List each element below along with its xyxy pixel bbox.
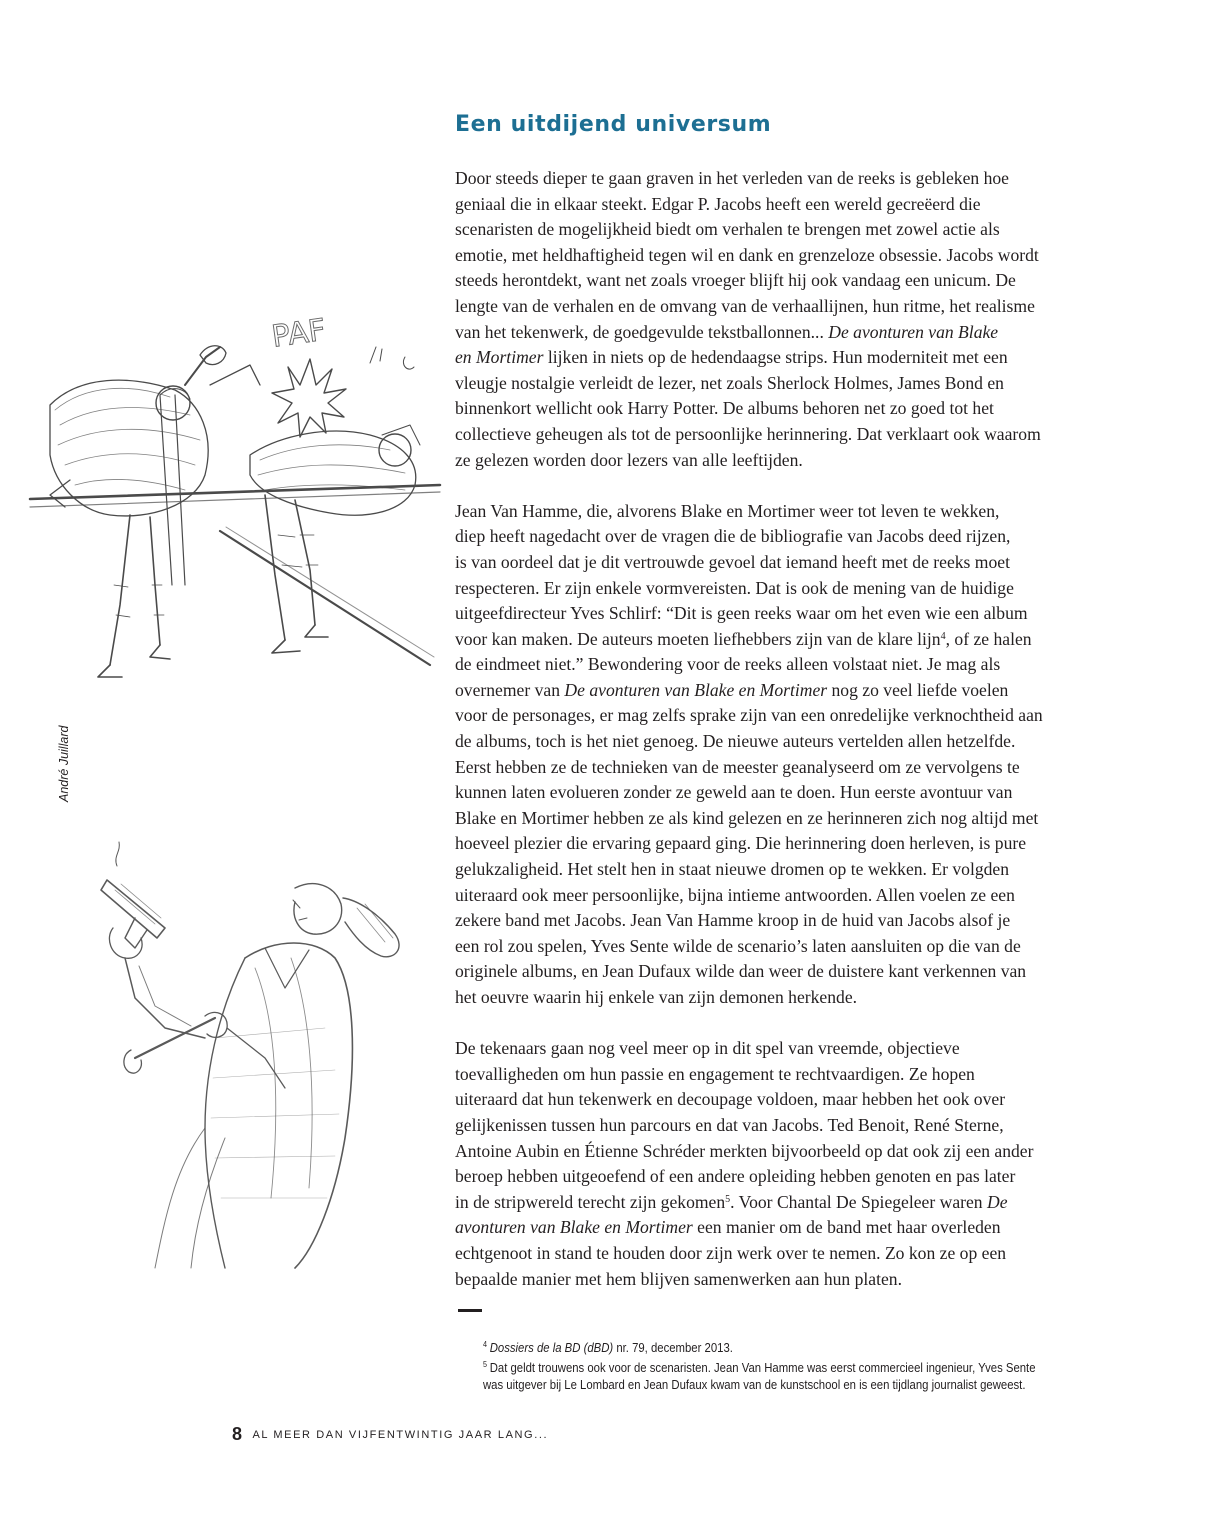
footnote-ref: 4	[483, 1340, 488, 1349]
text-line	[455, 780, 1115, 806]
text-line	[455, 627, 1115, 653]
text-segment: uiteraard dat hun tekenwerk en decoupage voldoen, maar hebben het ook over	[455, 1089, 1006, 1110]
paragraph	[455, 166, 1115, 473]
text-line	[455, 243, 1115, 269]
text-line	[455, 1164, 1115, 1190]
body-text	[455, 166, 1115, 1292]
text-segment: toevalligheden om hun passie en engagement te rechtvaardigen. Ze hopen	[455, 1063, 975, 1084]
text-segment: vleugje nostalgie verleidt de lezer, net zoals Sherlock Holmes, James Bond en	[455, 372, 1004, 393]
text-segment: bepaalde manier met hem blijven samenwerken aan hun platen.	[455, 1268, 902, 1289]
text-segment: scenaristen de mogelijkheid biedt om verhalen te brengen met zowel actie als	[455, 219, 1000, 240]
text-segment: van het tekenwerk, de goedgevulde tekstballonnen...	[455, 321, 829, 342]
text-line	[483, 1340, 1059, 1358]
text-line	[455, 345, 1115, 371]
text-line	[455, 1241, 1115, 1267]
text-line	[455, 908, 1115, 934]
sketch-gunman-illustration	[95, 838, 445, 1278]
illustration-credit: André Juillard	[57, 725, 71, 802]
text-line	[455, 652, 1115, 678]
text-line	[455, 806, 1115, 832]
text-line	[455, 192, 1115, 218]
text-segment: Antoine Aubin en Étienne Schréder merkten bijvoorbeeld op dat ook zij een ander	[455, 1140, 1034, 1161]
text-segment: uiteraard ook meer persoonlijke, bijna intieme antwoorden. Allen voelen ze een	[455, 884, 1015, 905]
text-line	[455, 857, 1115, 883]
text-line	[455, 703, 1115, 729]
text-segment: binnenkort wellicht ook Harry Potter. De albums behoren net zo goed tot het	[455, 398, 994, 419]
text-segment: originele albums, en Jean Dufaux wilde dan weer de duistere kant verkennen van	[455, 961, 1027, 982]
text-segment: nog zo veel liefde voelen	[827, 679, 1009, 700]
text-segment: het oeuvre waarin hij enkele van zijn demonen herkende.	[455, 987, 858, 1007]
paragraph	[455, 1036, 1115, 1292]
text-segment: echtgenoot in stand te houden door zijn werk over te nemen. Zo kon ze op een	[455, 1242, 1007, 1263]
text-line	[455, 320, 1115, 346]
text-segment: ze gelezen worden door lezers van alle leeftijden.	[455, 449, 803, 470]
text-segment: gelukzaligheid. Het stelt hen in staat nieuwe dromen op te wekken. Er volgden	[455, 859, 1010, 880]
text-line	[455, 985, 1115, 1011]
text-line	[455, 1113, 1115, 1139]
page-number: 8	[232, 1424, 243, 1444]
text-line	[455, 294, 1115, 320]
text-line	[455, 1087, 1115, 1113]
section-heading: Een uitdijend universum	[455, 112, 772, 137]
text-line	[455, 448, 1115, 474]
text-line	[455, 959, 1115, 985]
text-line	[455, 396, 1115, 422]
text-line	[455, 831, 1115, 857]
text-segment: lengte van de verhalen en de omvang van de verhaallijnen, hun ritme, het realisme	[455, 295, 1035, 316]
text-line	[455, 883, 1115, 909]
text-segment: hoeveel plezier die ervaring gepaard ging. Die herinnering doen herleven, is pure	[455, 833, 1027, 854]
text-segment: in de stripwereld terecht zijn gekomen	[455, 1191, 726, 1212]
italic-title: De avonturen van Blake	[828, 321, 999, 342]
italic-title: avonturen van Blake en Mortimer	[455, 1217, 693, 1238]
text-segment: voor de personages, er mag zelfs sprake zijn van een onredelijke verknochtheid aan	[455, 705, 1043, 726]
italic-title: en Mortimer	[455, 347, 544, 368]
text-line	[483, 1377, 1059, 1395]
italic-title: Dossiers de la BD (dBD)	[489, 1341, 614, 1355]
text-segment: uitgeefdirecteur Yves Schlirf: “Dit is geen reeks waar om het even wie een album	[455, 603, 1028, 624]
text-line	[455, 1190, 1115, 1216]
footnote	[483, 1340, 1059, 1358]
text-segment: lijken in niets op de hedendaagse strips. Hun moderniteit met een	[543, 347, 1008, 368]
italic-title: De	[987, 1191, 1008, 1212]
text-segment: diep heeft nagedacht over de vragen die de bibliografie van Jacobs deed rijzen,	[455, 526, 1011, 547]
text-segment: zekere band met Jacobs. Jean Van Hamme kroop in de huid van Jacobs alsof je	[455, 910, 1011, 931]
text-segment: geniaal die in elkaar steekt. Edgar P. Jacobs heeft een wereld gecreëerd die	[455, 193, 981, 214]
text-segment: emotie, met heldhaftigheid tegen wil en dank en grenzeloze obsessie. Jacobs wordt	[455, 244, 1039, 265]
text-line	[455, 371, 1115, 397]
text-segment: Door steeds dieper te gaan graven in het verleden van de reeks is gebleken hoe	[455, 168, 1009, 188]
footnote-ref: 5	[725, 1193, 731, 1205]
text-segment: overnemer van	[455, 679, 565, 700]
text-segment: , of ze halen	[945, 628, 1032, 649]
text-segment: een manier om de band met haar overleden	[692, 1217, 1001, 1238]
text-line	[455, 576, 1115, 602]
italic-title: De avonturen van Blake en Mortimer	[564, 679, 828, 700]
sketch-sound-effect: PAF	[269, 312, 328, 355]
text-line	[455, 499, 1115, 525]
text-segment: collectieve geheugen als tot de persoonlijke herinnering. Dat verklaart ook waarom	[455, 423, 1041, 444]
page-footer	[232, 1424, 548, 1445]
text-line	[455, 934, 1115, 960]
footnote	[483, 1360, 1059, 1395]
text-line	[455, 217, 1115, 243]
text-line	[455, 524, 1115, 550]
text-segment: is van oordeel dat je dit vertrouwde gevoel dat iemand heeft met de reeks moet	[455, 551, 1010, 572]
text-segment: Eerst hebben ze de technieken van de meester geanalyseerd om ze vervolgens te	[455, 756, 1020, 777]
footnote-ref: 4	[940, 630, 946, 642]
text-line	[455, 729, 1115, 755]
text-line	[483, 1360, 1059, 1378]
text-line	[455, 678, 1115, 704]
text-line	[455, 755, 1115, 781]
footnotes	[483, 1340, 1059, 1397]
text-line	[455, 550, 1115, 576]
text-segment: gelijkenissen tussen hun parcours en dat van Jacobs. Ted Benoit, René Sterne,	[455, 1114, 1004, 1135]
text-line	[455, 268, 1115, 294]
text-segment: de albums, toch is het niet genoeg. De nieuwe auteurs vertelden allen hetzelfde.	[455, 731, 1016, 752]
text-line	[455, 1267, 1115, 1293]
sketch-fight-illustration	[10, 285, 450, 695]
text-line	[455, 601, 1115, 627]
text-line	[455, 1215, 1115, 1241]
text-line	[455, 422, 1115, 448]
text-segment: Dat geldt trouwens ook voor de scenaristen. Jean Van Hamme was eerst commercieel ingenieur, Yves Sente	[489, 1360, 1036, 1375]
text-segment: . Voor Chantal De Spiegeleer waren	[730, 1191, 987, 1212]
text-line	[455, 166, 1115, 192]
text-line	[455, 1139, 1115, 1165]
text-line	[455, 1062, 1115, 1088]
paragraph	[455, 499, 1115, 1011]
text-segment: een rol zou spelen, Yves Sente wilde de scenario’s laten aansluiten op die van de	[455, 935, 1021, 956]
text-segment: was uitgever bij Le Lombard en Jean Dufaux kwam van de kunstschool en is een tijdlang journalist geweest.	[483, 1378, 1026, 1392]
text-segment: de eindmeet niet.” Bewondering voor de reeks alleen volstaat niet. Je mag als	[455, 654, 1001, 675]
running-title: AL MEER DAN VIJFENTWINTIG JAAR LANG...	[252, 1428, 549, 1441]
text-segment: Jean Van Hamme, die, alvorens Blake en Mortimer weer tot leven te wekken,	[455, 500, 1000, 521]
text-segment: respecteren. Er zijn enkele vormvereisten. Dat is ook de mening van de huidige	[455, 577, 1014, 598]
text-segment: kunnen laten evolueren zonder ze geweld aan te doen. Hun eerste avontuur van	[455, 782, 1013, 803]
text-line	[455, 1036, 1115, 1062]
text-segment: Blake en Mortimer hebben ze als kind gelezen en ze herinneren zich nog altijd met	[455, 807, 1039, 828]
text-segment: nr. 79, december 2013.	[613, 1341, 733, 1355]
text-segment: voor kan maken. De auteurs moeten liefhebbers zijn van de klare lijn	[455, 628, 941, 649]
text-segment: beroep hebben uitgeoefend of een andere opleiding hebben genoten en pas later	[455, 1166, 1016, 1187]
notes-separator	[458, 1309, 482, 1312]
text-segment: De tekenaars gaan nog veel meer op in dit spel van vreemde, objectieve	[455, 1038, 960, 1059]
footnote-ref: 5	[483, 1359, 488, 1369]
text-segment: steeds herontdekt, want net zoals vroeger blijft hij ook vandaag een unicum. De	[455, 270, 1016, 291]
